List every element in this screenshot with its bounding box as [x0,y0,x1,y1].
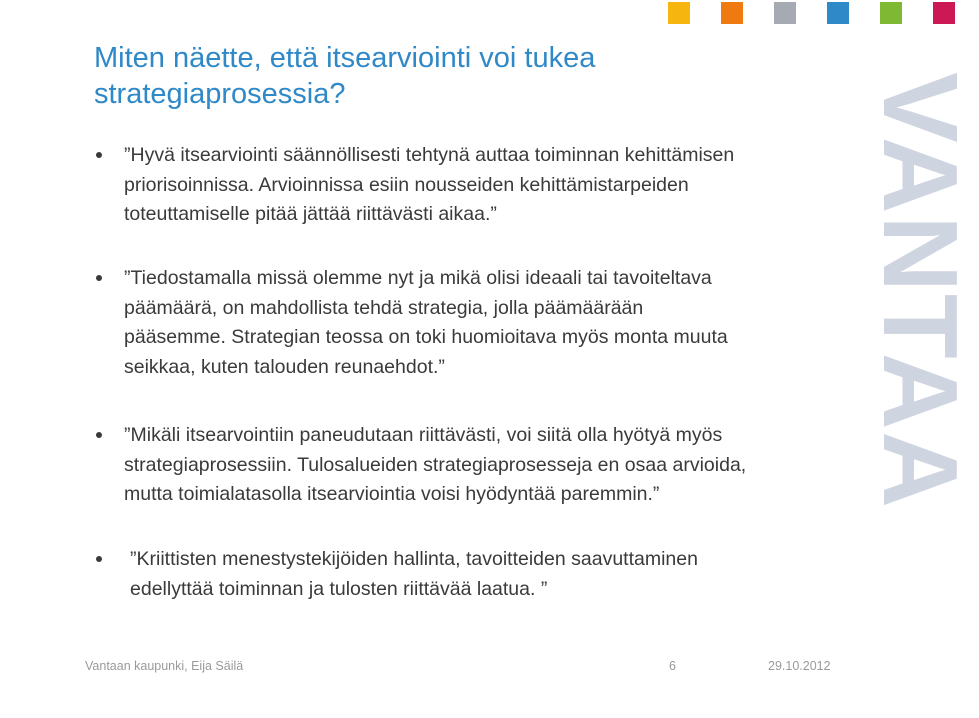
brand-square [721,2,743,24]
brand-square [827,2,849,24]
bullet-dot-icon [96,275,102,281]
footer-page-number: 6 [669,659,676,673]
footer-date: 29.10.2012 [768,659,831,673]
bullet-dot-icon [96,556,102,562]
bullet-line: seikkaa, kuten talouden reunaehdot.” [124,355,445,378]
brand-square [668,2,690,24]
bullet-line: priorisoinnissa. Arvioinnissa esiin nousseiden kehittämistarpeiden [124,173,689,196]
bullet-text [124,141,884,230]
brand-square [933,2,955,24]
bullet-line: strategiaprosessiin. Tulosalueiden strategiaprosesseja en osaa arvioida, [124,453,747,476]
bullet-line: ”Tiedostamalla missä olemme nyt ja mikä olisi ideaali tai tavoiteltava [124,267,712,289]
title-line: Miten näette, että itsearviointi voi tukea [94,42,596,74]
bullet-text [130,545,890,604]
brand-square [880,2,902,24]
bullet-line: ”Mikäli itsearvointiin paneudutaan riittävästi, voi siitä olla hyötyä myös [124,424,723,446]
bullet-line: mutta toimialatasolla itsearviointia voisi hyödyntää paremmin.” [124,483,660,505]
bullet-text [124,264,884,382]
bullet-dot-icon [96,432,102,438]
bullet-line: ”Kriittisten menestystekijöiden hallinta, tavoitteiden saavuttaminen [130,548,698,570]
title-line: strategiaprosessia? [94,78,346,110]
bullet-text [124,421,884,510]
bullet-line: pääsemme. Strategian teossa on toki huomioitava myös monta muuta [124,326,728,348]
vantaa-watermark-logo: VANTAA [861,72,979,510]
bullet-line: edellyttää toiminnan ja tulosten riittävää laatua. ” [130,577,548,600]
bullet-dot-icon [96,152,102,158]
footer-author: Vantaan kaupunki, Eija Säilä [85,659,244,673]
bullet-line: ”Hyvä itsearviointi säännöllisesti tehtynä auttaa toiminnan kehittämisen [124,144,735,166]
brand-square [774,2,796,24]
bullet-line: toteuttamiselle pitää jättää riittävästi aikaa.” [124,203,497,225]
bullet-line: päämäärä, on mahdollista tehdä strategia, jolla päämäärään [124,296,644,319]
slide-title [94,40,794,112]
